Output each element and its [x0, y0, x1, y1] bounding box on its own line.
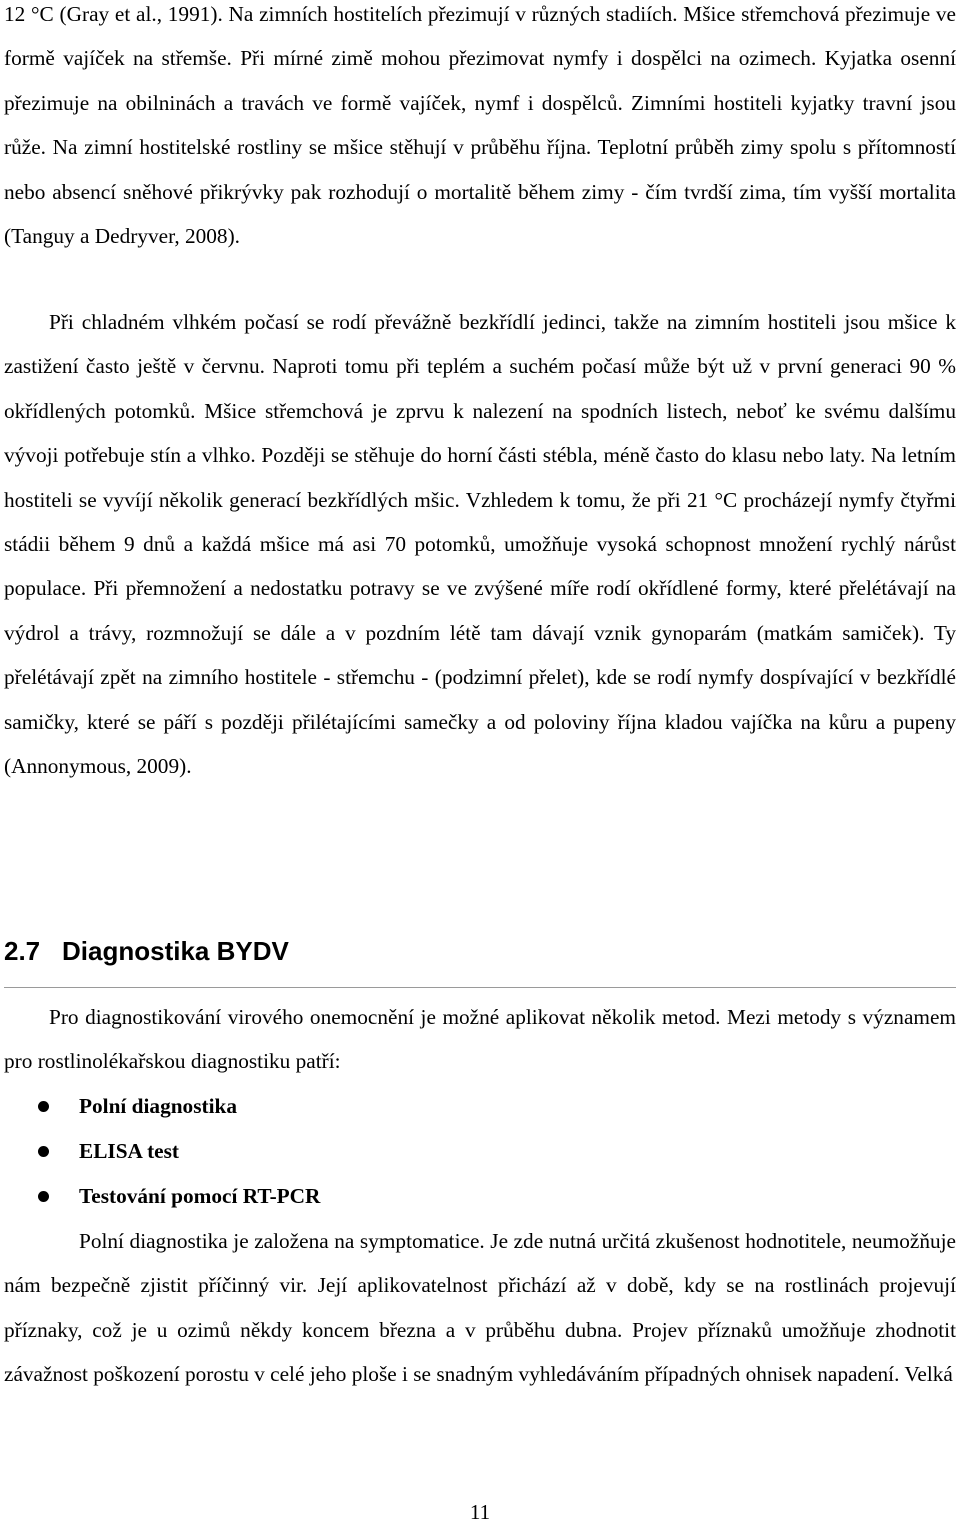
paragraph-aphid-development: Při chladném vlhkém počasí se rodí převážně bezkřídlí jedinci, takže na zimním hostiteli jsou mšice k zastižení často ještě v červnu. Naproti tomu při teplém a suchém počasí může být už v první generaci 90 % okřídlených potomků. Mšice střemchová je zprvu k nalezení na spodních listech, neboť ke svému dalšímu vývoji potřebuje stín a vlhko. Později se stěhuje do horní části stébla, méně často do klasu nebo laty. Na letním hostiteli se vyvíjí několik generací bezkřídlých mšic. Vzhledem k tomu, že při 21 °C procházejí nymfy čtyřmi stádii během 9 dnů a každá mšice má asi 70 potomků, umožňuje vysoká schopnost množení rychlý nárůst populace. Při přemnožení a nedostatku potravy se ve zvýšené míře rodí okřídlené formy, které přelétávají na výdrol a trávy, rozmnožují se dále a v pozdním létě tam dávají vznik gynoparám (matkám samiček). Ty přelétávají zpět na zimního hostitele - střemchu - (podzimní přelet), kde se rodí nymfy dospívající v bezkřídlé samičky, které se páří s později přilétajícími samečky a od poloviny října kladou vajíčka na kůru a pupeny (Annonymous, 2009). [4, 310, 956, 779]
list-item [4, 1084, 956, 1129]
list-item-label: Testování pomocí RT-PCR [79, 1184, 321, 1208]
paragraph-field-diagnostics: Polní diagnostika je založena na symptomatice. Je zde nutná určitá zkušenost hodnotitele, neumožňuje nám bezpečně zjistit příčinný vir. Její aplikovatelnost přichází až v době, kdy se na rostlinách projevují příznaky, což je u ozimů někdy koncem března a v průběhu dubna. Projev příznaků umožňuje zhodnotit závažnost poškození porostu v celé jeho ploše i se snadným vyhledáváním případných ohnisek napadení. Velká [4, 1229, 956, 1387]
bullet-icon [38, 1101, 49, 1112]
paragraph-aphid-overwintering: 12 °C (Gray et al., 1991). Na zimních hostitelích přezimují v různých stadiích. Mšice střemchová přezimuje ve formě vajíček na střemše. Při mírné zimě mohou přezimovat nymfy i dospělci na ozimech. Kyjatka osenní přezimuje na obilninách a travách ve formě vajíček, nymf i dospělců. Zimními hostiteli kyjatky travní jsou růže. Na zimní hostitelské rostliny se mšice stěhují v průběhu října. Teplotní průběh zimy spolu s přítomností nebo absencí sněhové přikrývky pak rozhodují o mortalitě během zimy - čím tvrdší zima, tím vyšší mortalita (Tanguy a Dedryver, 2008). [4, 2, 956, 249]
section-heading [4, 926, 956, 976]
list-item [4, 1129, 956, 1174]
paragraph-diagnostic-methods-intro: Pro diagnostikování virového onemocnění je možné aplikovat několik metod. Mezi metody s významem pro rostlinolékařskou diagnostiku patří: [4, 1005, 956, 1074]
list-item-label: ELISA test [79, 1139, 179, 1163]
diagnostic-methods-list [4, 1084, 956, 1219]
page-number: 11 [469, 1500, 491, 1524]
heading-divider [4, 987, 956, 988]
bullet-icon [38, 1146, 49, 1157]
list-item-label: Polní diagnostika [79, 1094, 238, 1118]
bullet-icon [38, 1191, 49, 1202]
list-item [4, 1174, 956, 1219]
section-number: 2.7 [4, 936, 41, 966]
section-title: Diagnostika BYDV [62, 936, 289, 966]
